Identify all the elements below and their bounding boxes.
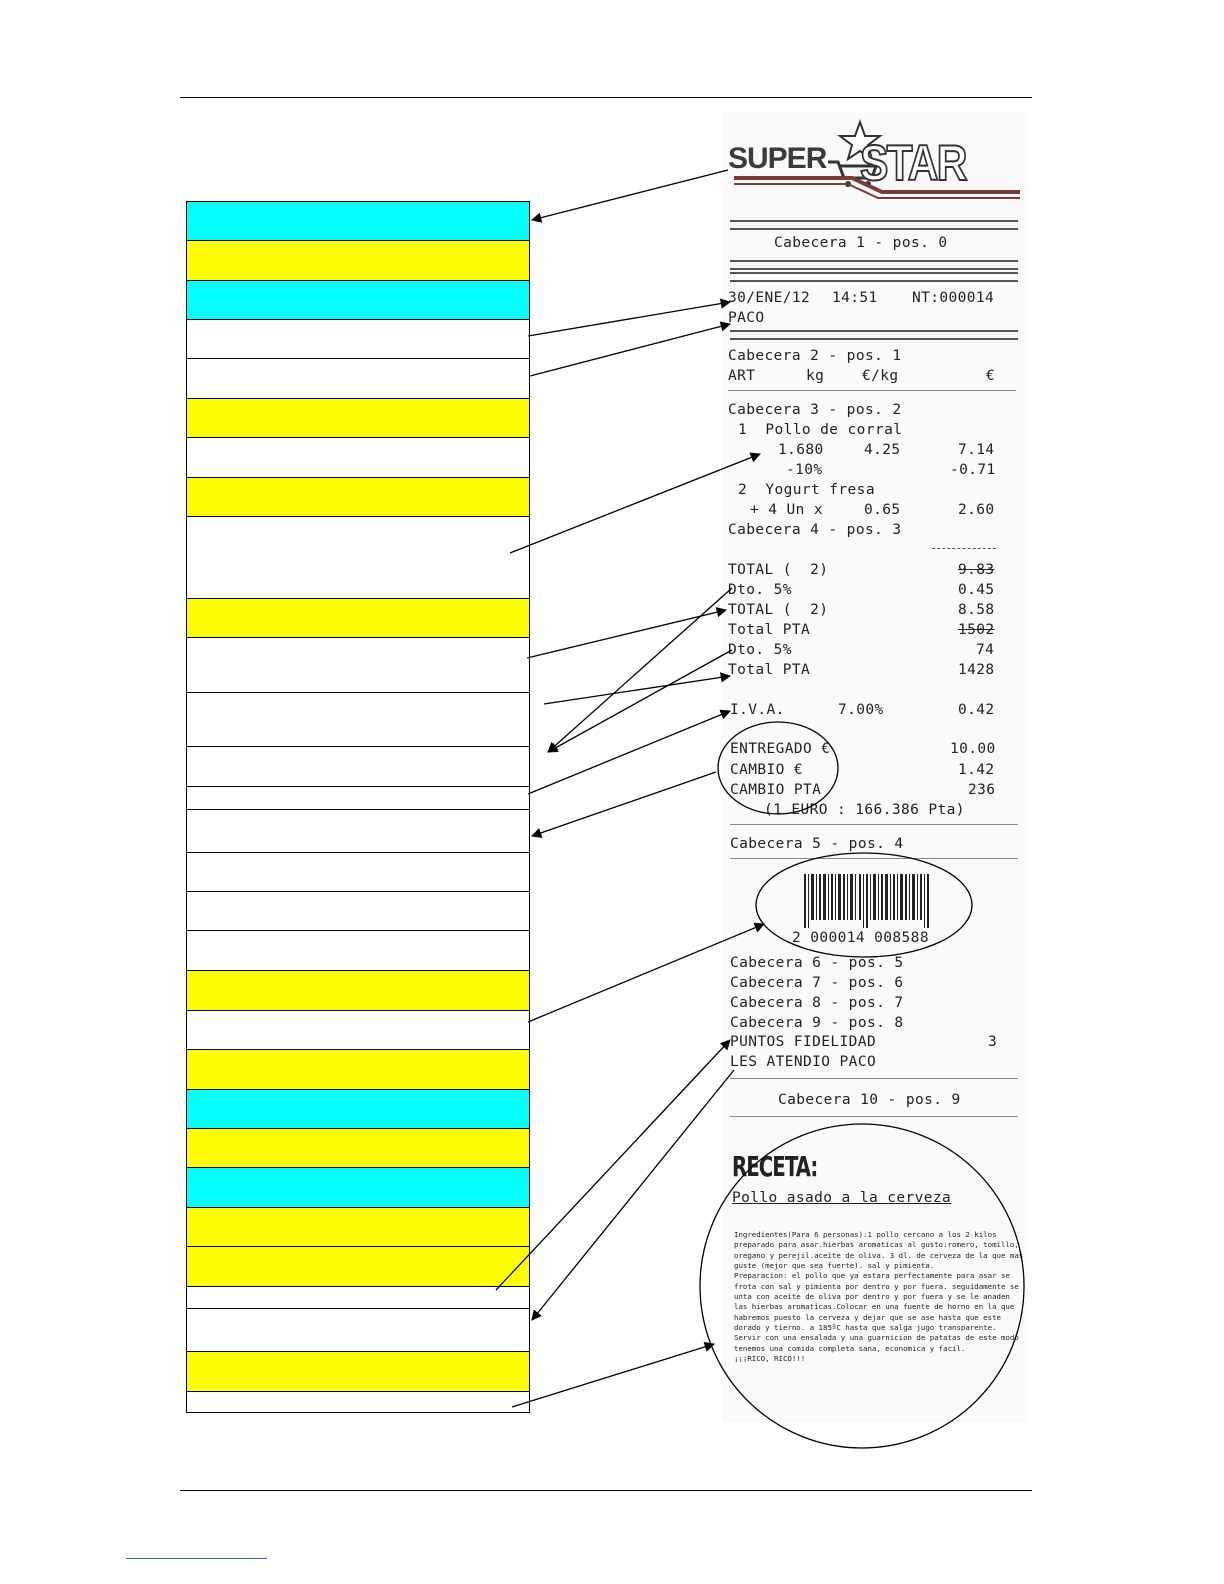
recipe-closing: ¡¡¡RICO, RICO!!! xyxy=(734,1354,806,1364)
item-2-price: 0.65 xyxy=(864,502,901,518)
total-pta-final-label: Total PTA xyxy=(728,662,811,678)
ticket-number: NT:000014 xyxy=(912,290,995,306)
discount-pta-value: 74 xyxy=(976,642,995,658)
arrow-recipe xyxy=(512,1344,714,1407)
item-1-qty: 1.680 xyxy=(778,442,824,458)
cambio-pta-value: 236 xyxy=(968,782,996,798)
cambio-pta-label: CAMBIO PTA xyxy=(730,782,822,798)
total-final-value: 8.58 xyxy=(958,602,995,618)
item-1-discount-amount: -0.71 xyxy=(950,462,996,478)
recipe-preparation: Preparacion: el pollo que ya estara perfectamente para asar se frota con sal y pimienta por dentro y por fuera. seguidamente se unta con aceite de oliva por dentro y por fuera y se le anaden las hierbas aromaticas.Colocar en una fuente de horno en la que habremos puesto la cerveza y dejar que se ase hasta que este dorado y tierno. a 185ºC hasta que salga jugo transparente. xyxy=(734,1271,1024,1333)
total-value-struck: 9.83 xyxy=(958,562,995,578)
item-1-line: 1 Pollo de corral xyxy=(738,422,903,438)
cabecera-1: Cabecera 1 - pos. 0 xyxy=(774,235,948,251)
euro-rate: (1 EURO : 166.386 Pta) xyxy=(764,802,965,818)
cabecera-4: Cabecera 4 - pos. 3 xyxy=(728,522,902,538)
arrow-logo xyxy=(532,170,728,220)
barcode-digits: 2 000014 008588 xyxy=(792,930,929,946)
col-kg: kg xyxy=(806,368,825,384)
recipe-ingredients: Ingredientes(Para 6 personas):1 pollo cercano a los 2 kilos preparado para asar.hierbas aromaticas al gusto:romero, tomillo, oregano y perejil.aceite de oliva. 3 dl. de cerveza de la que mas guste (mejor que sea fuerte). sal y pimienta. xyxy=(734,1230,1028,1271)
iva-rate: 7.00% xyxy=(838,702,884,718)
arrow-date xyxy=(528,302,730,336)
entregado-value: 10.00 xyxy=(950,741,996,757)
iva-label: I.V.A. xyxy=(730,702,785,718)
discount-value: 0.45 xyxy=(958,582,995,598)
cabecera-9: Cabecera 9 - pos. 8 xyxy=(730,1015,904,1031)
arrow-total-pta xyxy=(544,676,730,704)
col-eur-kg: €/kg xyxy=(862,368,899,384)
ticket-time: 14:51 xyxy=(832,290,878,306)
total-pta-label: Total PTA xyxy=(728,622,811,638)
item-2-qty: + 4 Un x xyxy=(750,502,824,518)
cabecera-2: Cabecera 2 - pos. 1 xyxy=(728,348,902,364)
recipe-title: Pollo asado a la cerveza xyxy=(732,1190,952,1206)
arrow-discount-2 xyxy=(548,650,732,752)
entregado-label: ENTREGADO € xyxy=(730,741,831,757)
total-final-label: TOTAL ( 2) xyxy=(728,602,829,618)
cambio-label: CAMBIO € xyxy=(730,762,804,778)
item-2-amount: 2.60 xyxy=(958,502,995,518)
logo-star-text: STAR xyxy=(860,135,966,191)
arrow-discount-1 xyxy=(548,588,732,752)
total-pta-struck: 1502 xyxy=(958,622,995,638)
arrow-barcode xyxy=(528,924,764,1022)
ticket-date: 30/ENE/12 xyxy=(728,290,811,306)
cabecera-10: Cabecera 10 - pos. 9 xyxy=(778,1092,961,1108)
arrow-cashier xyxy=(530,324,730,376)
loyalty-points-label: PUNTOS FIDELIDAD xyxy=(730,1034,877,1050)
recipe-serving: Servir con una ensalada y una guarnicion de patatas de este modo tenemos una comida completa sana, economica y facil. xyxy=(734,1333,1024,1353)
arrow-attendant xyxy=(532,1070,734,1320)
cabecera-5: Cabecera 5 - pos. 4 xyxy=(730,836,904,852)
arrow-iva xyxy=(528,711,730,794)
discount-label: Dto. 5% xyxy=(728,582,792,598)
cabecera-6: Cabecera 6 - pos. 5 xyxy=(730,955,904,971)
recipe-heading: RECETA: xyxy=(732,1152,818,1184)
total-pta-final-value: 1428 xyxy=(958,662,995,678)
item-2-line: 2 Yogurt fresa xyxy=(738,482,875,498)
cashier-name: PACO xyxy=(728,310,765,326)
cabecera-3: Cabecera 3 - pos. 2 xyxy=(728,402,902,418)
cambio-value: 1.42 xyxy=(958,762,995,778)
total-label: TOTAL ( 2) xyxy=(728,562,829,578)
cabecera-8: Cabecera 8 - pos. 7 xyxy=(730,995,904,1011)
payment-ellipse xyxy=(718,722,838,814)
attended-by: LES ATENDIO PACO xyxy=(730,1054,877,1070)
discount-pta-label: Dto. 5% xyxy=(728,642,792,658)
item-1-discount-label: -10% xyxy=(786,462,823,478)
loyalty-points-value: 3 xyxy=(988,1034,998,1050)
col-art: ART xyxy=(728,368,756,384)
col-eur: € xyxy=(986,368,996,384)
logo-super-text: SUPER xyxy=(728,142,827,175)
cabecera-7: Cabecera 7 - pos. 6 xyxy=(730,975,904,991)
recipe-ellipse xyxy=(700,1124,1028,1448)
arrow-points xyxy=(496,1040,730,1290)
iva-value: 0.42 xyxy=(958,702,995,718)
arrow-total xyxy=(527,610,726,658)
item-1-price: 4.25 xyxy=(864,442,901,458)
item-1-amount: 7.14 xyxy=(958,442,995,458)
barcode-ellipse xyxy=(756,853,972,957)
arrow-items xyxy=(510,454,760,553)
